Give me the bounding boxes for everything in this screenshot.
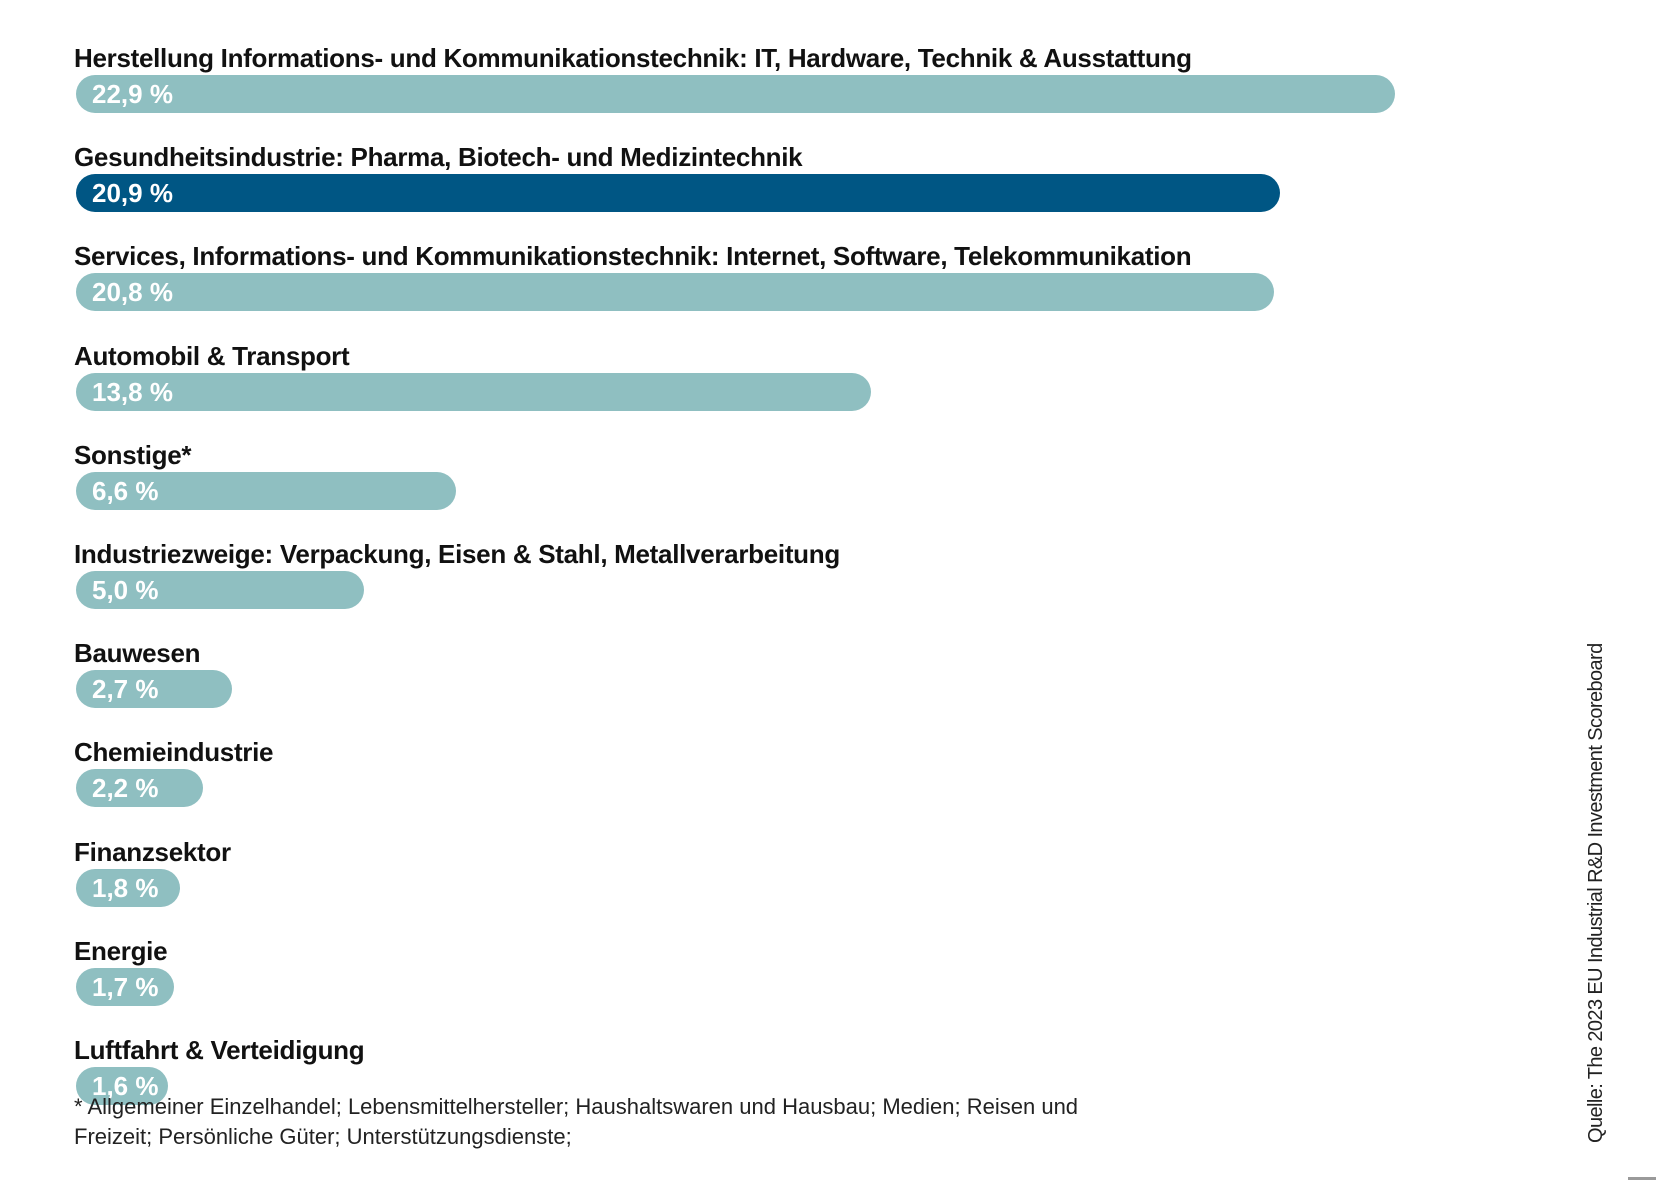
- bar-value-label: 2,2 %: [92, 773, 159, 804]
- bar-value-label: 20,9 %: [92, 178, 173, 209]
- bar-value-label: 5,0 %: [92, 575, 159, 605]
- category-label: Finanzsektor: [74, 836, 231, 867]
- bar: [76, 373, 871, 411]
- footnote: * Allgemeiner Einzelhandel; Lebensmittelhersteller; Haushaltswaren und Hausbau; Medien; Reisen und Freizeit; Persönliche Güter; Unterstützungsdienste;: [74, 1094, 1079, 1149]
- bar: [76, 968, 174, 1006]
- bar-value-label: 13,8 %: [92, 376, 173, 407]
- bar-value-label: 1,6 %: [92, 1071, 159, 1101]
- bar: [76, 472, 456, 510]
- bar: [76, 571, 364, 609]
- bar-value-label: 1,8 %: [92, 872, 159, 903]
- category-label: Gesundheitsindustrie: Pharma, Biotech- und Medizintechnik: [74, 142, 803, 173]
- bar: [76, 273, 1274, 311]
- bar: [76, 869, 180, 907]
- bar: [76, 670, 232, 708]
- category-label: Industriezweige: Verpackung, Eisen & Stahl, Metallverarbeitung: [74, 539, 840, 569]
- bar-value-label: 1,7 %: [92, 971, 159, 1002]
- bar-value-label: 20,8 %: [92, 277, 173, 308]
- bar: [76, 769, 203, 807]
- category-label: Automobil & Transport: [74, 340, 350, 371]
- bar: [76, 174, 1280, 212]
- category-label: Luftfahrt & Verteidigung: [74, 1035, 365, 1065]
- category-label: Services, Informations- und Kommunikationstechnik: Internet, Software, Telekommunikation: [74, 241, 1192, 272]
- source-note: Quelle: The 2023 EU Industrial R&D Investment Scoreboard: [1585, 643, 1607, 1143]
- bar: [76, 75, 1395, 113]
- bar-value-label: 2,7 %: [92, 674, 159, 705]
- category-label: Energie: [74, 935, 168, 966]
- category-label: Bauwesen: [74, 638, 201, 669]
- category-label: Chemieindustrie: [74, 737, 274, 768]
- bar-value-label: 6,6 %: [92, 475, 159, 506]
- category-label: Herstellung Informations- und Kommunikationstechnik: IT, Hardware, Technik & Ausstattung: [74, 43, 1192, 73]
- category-label: Sonstige*: [74, 439, 192, 470]
- bar-value-label: 22,9 %: [92, 79, 173, 109]
